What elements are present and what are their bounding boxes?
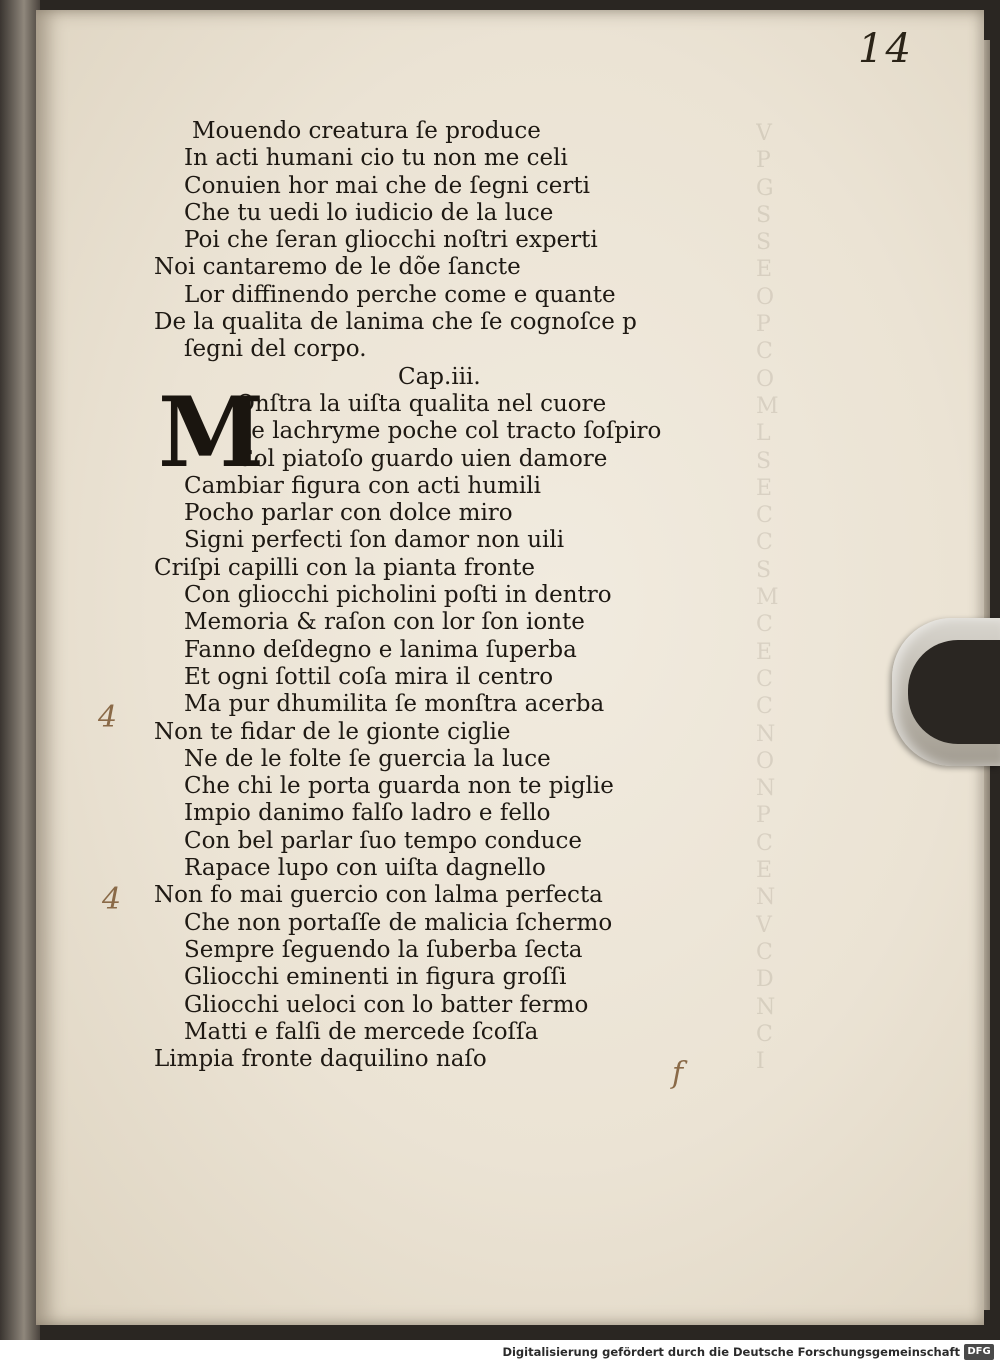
text-line: Non te fidar de le gionte ciglie	[154, 718, 511, 745]
text-line: Fanno deſdegno e lanima ſuperba	[184, 636, 577, 663]
dfg-logo-icon: DFG	[964, 1344, 994, 1360]
text-line: Cambiar figura con acti humili	[184, 472, 541, 499]
dropcap-initial: M	[158, 375, 265, 489]
text-line: Che non portaſſe de malicia ſchermo	[184, 909, 613, 936]
folio-number: 14	[858, 26, 913, 72]
text-line: Signi perfecti ſon damor non uili	[184, 527, 565, 554]
text-line: Et ogni ſottil coſa mira il centro	[184, 663, 554, 690]
text-line: Rapace lupo con uiſta dagnello	[184, 855, 546, 882]
text-line: Noi cantaremo de le dõe ſancte	[154, 254, 521, 281]
text-line: Limpia fronte daquilino naſo	[154, 1046, 487, 1073]
text-line: ſegni del corpo.	[184, 336, 367, 363]
chapter-heading: Cap.iii.	[398, 363, 481, 390]
text-line: Onſtra la uiſta qualita nel cuore	[236, 390, 607, 417]
show-through-text: V P G S S E O P C O M L S E C C S M C E C C N O N P C E N V C D N C I	[756, 121, 779, 1075]
text-line: Col piatoſo guardo uien damore	[236, 445, 608, 472]
text-line: Matti e falſi de mercede ſcoſſa	[184, 1018, 539, 1045]
text-line: Sempre ſeguendo la ſuberba ſecta	[184, 936, 583, 963]
page-clip	[892, 618, 1000, 766]
margin-note: 4	[102, 882, 122, 917]
text-line: Gliocchi eminenti in figura groſſi	[184, 964, 567, 991]
text-line: Criſpi capilli con la pianta fronte	[154, 554, 536, 581]
text-line: Con gliocchi picholini poſti in dentro	[184, 582, 612, 609]
text-line: Mouendo creatura ſe produce	[192, 118, 541, 144]
text-line: Conuien hor mai che de ſegni certi	[184, 172, 590, 199]
text-line: Con bel parlar ſuo tempo conduce	[184, 827, 582, 854]
footer-bar	[0, 1340, 1000, 1366]
text-line: In acti humani cio tu non me celi	[184, 145, 568, 172]
text-line: Memoria & raſon con lor ſon ionte	[184, 609, 585, 636]
text-line: Ma pur dhumilita ſe monſtra acerba	[184, 691, 605, 718]
text-line: Che chi le porta guarda non te piglie	[184, 773, 614, 800]
text-line: Gliocchi ueloci con lo batter fermo	[184, 991, 589, 1018]
text-line: Che tu uedi lo iudicio de la luce	[184, 199, 554, 226]
text-line: Ne de le folte ſe guercia la luce	[184, 745, 551, 772]
text-line: De la qualita de lanima che ſe cognoſce p	[154, 309, 637, 336]
poem-text	[150, 118, 710, 1073]
page-clip-opening	[908, 640, 1000, 744]
margin-note: f	[672, 1056, 684, 1091]
margin-note: 4	[98, 700, 118, 735]
funding-credit: Digitalisierung gefördert durch die Deutsche Forschungsgemeinschaft	[502, 1345, 960, 1359]
text-line: Non fo mai guercio con lalma perfecta	[154, 882, 603, 909]
text-line: Le lachryme poche col tracto ſoſpiro	[236, 418, 662, 445]
text-line: Impio danimo falſo ladro e fello	[184, 800, 551, 827]
text-line: Poi che ſeran gliocchi noſtri experti	[184, 227, 598, 254]
text-line: Lor diffinendo perche come e quante	[184, 281, 616, 308]
text-line: Pocho parlar con dolce miro	[184, 500, 513, 527]
book-binding	[0, 0, 40, 1340]
